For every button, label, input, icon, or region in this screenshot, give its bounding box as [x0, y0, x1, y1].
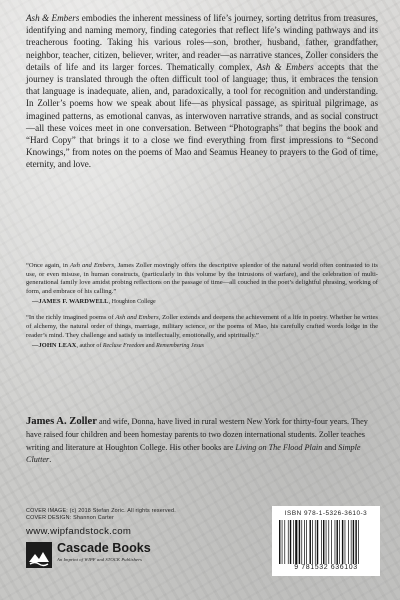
book-title-inline: Ash & Embers — [256, 61, 314, 72]
cover-credits — [26, 508, 176, 522]
book-description — [26, 12, 378, 171]
author-book-title: Living on The Flood Plain — [235, 442, 323, 452]
description-part-1: embodies the inherent messiness of life’s journey, sorting detritus from treasures, identifying and naming memory, finding categories that reflect life’s winding pathways and its treacherous footing. Taking his various roles—son, brother, husband, father, grandfather, neighbor, teacher, citizen, believer, writer, and reader—as narrative stances, Zoller considers the details of life and its larger forces. Thematically complex, — [26, 13, 378, 72]
cover-design-credit: COVER DESIGN: Shannon Carter — [26, 515, 114, 521]
quote-book-title: Ash and Embers — [70, 262, 115, 269]
conjunction: and — [144, 343, 157, 350]
barcode-digits: 9 781532 636103 — [294, 564, 358, 571]
publisher-website[interactable]: www.wipfandstock.com — [26, 526, 132, 537]
quote-text: “Once again, in — [26, 262, 71, 269]
endorser-name: —JAMES F. WARDWELL — [32, 298, 109, 306]
endorsement-quote — [26, 314, 378, 340]
publisher-logo — [26, 541, 206, 571]
author-name: James A. Zoller — [26, 416, 97, 427]
publisher-name: Cascade Books — [57, 541, 151, 555]
author-book-title: Simple Clutter — [26, 442, 361, 465]
author-bio — [26, 416, 376, 467]
endorsements — [26, 262, 378, 358]
cascade-logo-icon — [26, 542, 52, 568]
endorser-name: —JOHN LEAX — [32, 342, 77, 350]
isbn-number: ISBN 978-1-5326-3610-3 — [284, 510, 368, 517]
barcode-bars — [278, 520, 374, 564]
quote-book-title: Ash and Embers — [115, 314, 159, 322]
publisher-tagline: An Imprint of WIPF and STOCK Publishers — [57, 557, 142, 562]
endorsement-attribution — [32, 342, 378, 349]
endorsement-quote — [26, 262, 378, 296]
endorser-book-title: Remembering Jesus — [156, 343, 204, 350]
endorser-book-title: Recluse Freedom — [102, 343, 145, 350]
cover-image-credit: COVER IMAGE: (c) 2018 Stefan Zoric. All rights reserved. — [26, 508, 176, 514]
description-part-2: accepts that the journey is translated through the often difficult tool of language; thus, it embraces the tension that language is inadequate, alien, and, paradoxically, a tool for recognition and understanding. In Zoller’s poems how we speak about life—as physical passage, as spiritual pilgrimage, as imagined patterns, as emotional canvas, as interwoven narrative strands, and as social construct—all these voices meet in one conversation. Between “Photographs” that begins the book and “Hard Copy” that brings it to a close we find everything from first impressions to “Second Knowings,” from notes on the poems of Mao and Seamus Heaney to prayers to the God of time, eternity, and love. — [26, 61, 378, 170]
isbn-barcode — [272, 506, 380, 576]
quote-text: “In the richly imagined poems of — [26, 314, 116, 322]
bio-end: . — [49, 455, 52, 465]
endorser-affiliation: , author of — [76, 343, 103, 350]
bio-text: and wife, Donna, have lived in rural western New York for thirty-four years. They have raised four children and been homestay parents to two dozen international students. Zoller teaches writing and literature at Houghton College. His other books are — [26, 417, 368, 452]
conjunction: and — [322, 442, 339, 452]
quote-text: , Zoller extends and deepens the achievement of a life in poetry. Whether he writes of alchemy, the natural order of things, marriage, military science, or the poems of Mao, his carefully crafted words lodge in the reader’s mind. They challenge and satisfy us intellectually, emotionally, and spiritually.” — [26, 314, 378, 339]
endorsement-attribution — [32, 298, 378, 305]
endorser-affiliation: , Houghton College — [108, 299, 156, 306]
book-title: Ash & Embers — [26, 13, 80, 23]
quote-text: , James Zoller movingly offers the descriptive splendor of the natural world often contrasted to its use, or even misuse, in human constructs, (particularly in this volume by the intrusions of warfare), and the celebration of multi-generational family love amidst probing reflections on the passage of time—all couched in the poet’s delightful phrasing, working of form, and embrace of his calling.” — [26, 262, 378, 295]
